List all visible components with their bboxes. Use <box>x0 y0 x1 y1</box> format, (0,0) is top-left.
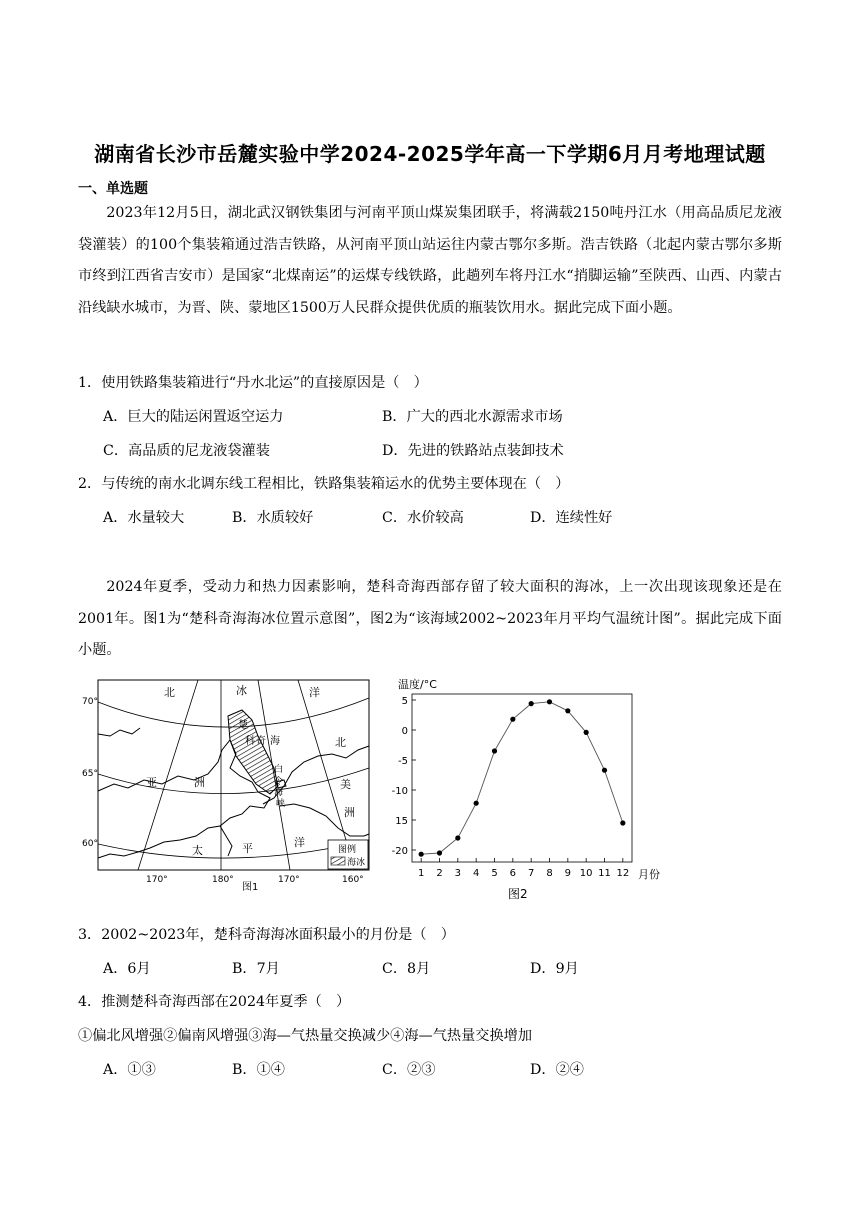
y-tick-label: 5 <box>401 696 408 707</box>
section-heading: 一、单选题 <box>78 181 148 197</box>
q2-option-c: C．水价较高 <box>382 510 464 526</box>
question-2-stem: 2．与传统的南水北调东线工程相比，铁路集装箱运水的优势主要体现在（ ） <box>78 476 570 492</box>
figure-1-caption: 图1 <box>242 882 259 893</box>
lon-label-170e: 170° <box>278 875 300 885</box>
figure-2-caption: 图2 <box>508 887 528 901</box>
y-tick-label: -5 <box>398 756 408 767</box>
label-mei: 美 <box>340 778 351 791</box>
y-tick-label: 15 <box>395 816 408 827</box>
data-point <box>474 801 479 806</box>
lon-label-170w: 170° <box>146 875 168 885</box>
lon-label-180: 180° <box>212 875 234 885</box>
passage-2: 2024年夏季，受动力和热力因素影响，楚科奇海西部存留了较大面积的海冰，上一次出现该现象还是在2001年。图1为“楚科奇海海冰位置示意图”，图2为“该海域2002~2023年月平均气温统计图”。据此完成下面小题。 <box>78 579 782 658</box>
label-ping: 平 <box>242 842 253 855</box>
data-point <box>565 708 570 713</box>
q1-option-c: C．高品质的尼龙液袋灌装 <box>103 443 270 459</box>
lat-label-60: 60° <box>82 839 98 849</box>
data-point <box>419 852 424 857</box>
label-ke: 科 <box>245 736 255 747</box>
plot-frame <box>412 694 632 862</box>
q1-option-d: D．先进的铁路站点装卸技术 <box>382 443 564 459</box>
x-tick-label: 5 <box>491 868 498 879</box>
legend-item: 海冰 <box>347 858 366 868</box>
x-tick-label: 6 <box>509 868 517 879</box>
x-tick-label: 7 <box>527 868 535 879</box>
data-point <box>547 699 552 704</box>
label-ya: 亚 <box>146 776 157 789</box>
lat-label-65: 65° <box>82 769 98 779</box>
data-point <box>437 850 442 855</box>
label-xia: 峡 <box>276 799 286 809</box>
map-legend <box>328 840 368 869</box>
q4-option-b: B．①④ <box>232 1062 285 1078</box>
data-point <box>492 748 497 753</box>
question-4-stem: 4．推测楚科奇海西部在2024年夏季（ ） <box>78 994 351 1010</box>
x-tick-label: 12 <box>616 868 630 879</box>
question-1-stem: 1．使用铁路集装箱进行“丹水北运”的直接原因是（ ） <box>78 375 428 391</box>
y-tick-label: 0 <box>401 726 408 737</box>
data-point <box>455 835 460 840</box>
figure-1-map <box>80 676 380 896</box>
x-tick-label: 1 <box>417 868 425 879</box>
data-point <box>602 768 607 773</box>
q2-option-d: D．连续性好 <box>530 510 613 526</box>
x-tick-label: 4 <box>472 868 480 879</box>
x-tick-label: 11 <box>598 868 611 879</box>
x-tick-label: 10 <box>579 868 593 879</box>
label-qi: 奇 <box>256 736 266 747</box>
chart-y-label: 温度/°C <box>398 678 437 691</box>
temperature-line <box>421 702 623 854</box>
q3-option-a: A．6月 <box>103 961 151 977</box>
x-tick-label: 8 <box>546 868 553 879</box>
y-tick-label: -20 <box>391 846 408 857</box>
legend-swatch <box>331 857 345 865</box>
passage-1: 2023年12月5日，湖北武汉钢铁集团与河南平顶山煤炭集团联手，将满载2150吨丹江水（用高品质尼龙液袋灌装）的100个集装箱通过浩吉铁路，从河南平顶山站运往内蒙古鄂尔多斯。浩吉铁路（北起内蒙古鄂尔多斯市终到江西省吉安市）是国家“北煤南运”的运煤专线铁路，此趟列车将丹江水“捎脚运输”至陕西、山西、内蒙古沿线缺水城市，为晋、陕、蒙地区1500万人民群众提供优质的瓶装饮用水。据此完成下面小题。 <box>78 205 782 316</box>
x-tick-label: 3 <box>454 868 462 879</box>
label-bei: 北 <box>164 686 175 699</box>
label-bai: 白 <box>274 765 284 775</box>
q1-option-a: A．巨大的陆运闲置返空运力 <box>103 409 284 425</box>
q2-option-a: A．水量较大 <box>103 510 185 526</box>
label-yang: 洋 <box>309 686 320 699</box>
q3-option-d: D．9月 <box>530 961 579 977</box>
q2-option-b: B．水质较好 <box>232 510 314 526</box>
lon-label-160: 160° <box>342 875 364 885</box>
page-title: 湖南省长沙市岳麓实验中学2024-2025学年高一下学期6月月考地理试题 <box>94 142 766 166</box>
chart-x-label: 月份 <box>638 868 660 881</box>
label-bing: 冰 <box>236 684 247 697</box>
legend-title: 图例 <box>338 845 357 855</box>
q3-option-b: B．7月 <box>232 961 280 977</box>
q1-option-b: B．广大的西北水源需求市场 <box>382 409 563 425</box>
y-tick-label: -10 <box>391 786 408 797</box>
q4-option-c: C．②③ <box>382 1062 436 1078</box>
q3-option-c: C．8月 <box>382 961 431 977</box>
label-hai-2: 海 <box>274 788 284 798</box>
q4-option-d: D．②④ <box>530 1062 584 1078</box>
data-point <box>620 820 625 825</box>
x-tick-label: 9 <box>564 868 572 879</box>
label-zhou: 洲 <box>194 776 205 789</box>
label-chu: 楚 <box>238 720 248 731</box>
label-hai: 海 <box>270 736 280 747</box>
x-tick-label: 2 <box>436 868 443 879</box>
label-bei-2: 北 <box>335 736 346 749</box>
label-ling: 令 <box>274 777 284 787</box>
data-point <box>584 730 589 735</box>
q4-option-a: A．①③ <box>103 1062 156 1078</box>
figure-2-chart <box>391 674 684 904</box>
question-3-stem: 3．2002~2023年，楚科奇海海冰面积最小的月份是（ ） <box>78 927 455 943</box>
data-point <box>510 717 515 722</box>
label-tai: 太 <box>192 844 203 857</box>
label-yang-2: 洋 <box>294 836 305 849</box>
question-4-statements: ①偏北风增强②偏南风增强③海—气热量交换减少④海—气热量交换增加 <box>78 1028 533 1044</box>
lat-label-70: 70° <box>82 697 98 707</box>
data-point <box>529 701 534 706</box>
label-zhou-2: 洲 <box>344 806 355 819</box>
